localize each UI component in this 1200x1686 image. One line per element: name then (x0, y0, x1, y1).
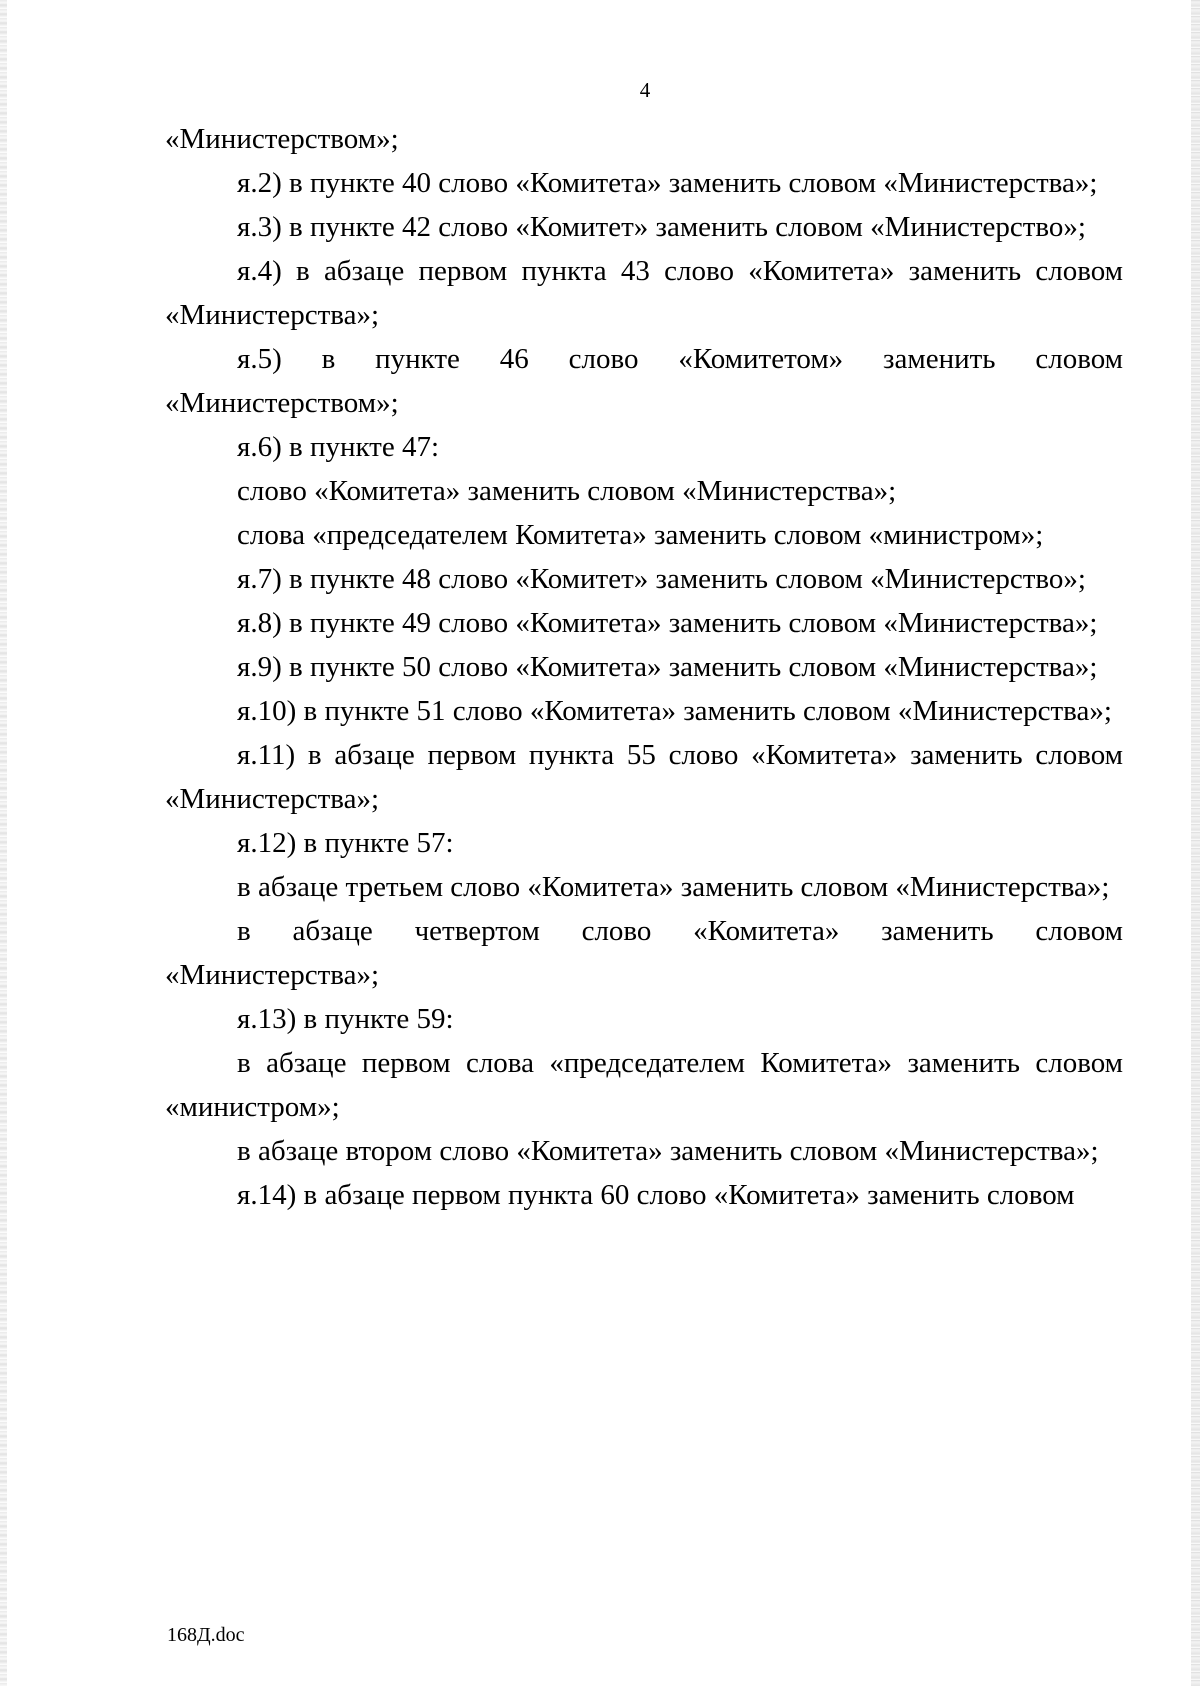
paragraph: я.6) в пункте 47: (237, 431, 440, 463)
paragraph: я.2) в пункте 40 слово «Комитета» заменить словом «Министерства»; (237, 167, 1098, 199)
document-body (165, 117, 1123, 1217)
scan-edge-right (1191, 0, 1200, 1686)
paragraph: я.12) в пункте 57: (237, 827, 454, 859)
paragraph: я.11) в абзаце первом пункта 55 слово «Комитета» заменить словом «Министерства»; (165, 739, 1123, 815)
paragraph: я.5) в пункте 46 слово «Комитетом» заменить словом «Министерством»; (165, 343, 1123, 419)
paragraph: я.3) в пункте 42 слово «Комитет» заменить словом «Министерство»; (237, 211, 1086, 243)
paragraph: я.9) в пункте 50 слово «Комитета» заменить словом «Министерства»; (237, 651, 1098, 683)
paragraph: в абзаце четвертом слово «Комитета» заменить словом «Министерства»; (165, 915, 1123, 991)
footer-filename: 168Д.doc (167, 1624, 245, 1646)
paragraph: в абзаце первом слова «председателем Комитета» заменить словом «министром»; (165, 1047, 1123, 1123)
paragraph: слово «Комитета» заменить словом «Министерства»; (237, 475, 897, 507)
page-number: 4 (639, 78, 651, 102)
paragraph: я.8) в пункте 49 слово «Комитета» заменить словом «Министерства»; (237, 607, 1098, 639)
paragraph: слова «председателем Комитета» заменить словом «министром»; (237, 519, 1044, 551)
paragraph: я.7) в пункте 48 слово «Комитет» заменить словом «Министерство»; (237, 563, 1086, 595)
paragraph: я.10) в пункте 51 слово «Комитета» заменить словом «Министерства»; (237, 695, 1112, 727)
paragraph: я.14) в абзаце первом пункта 60 слово «Комитета» заменить словом (237, 1179, 1075, 1211)
scan-edge-left (0, 0, 7, 1686)
paragraph: в абзаце втором слово «Комитета» заменить словом «Министерства»; (237, 1135, 1099, 1167)
paragraph: «Министерством»; (165, 123, 399, 155)
paragraph: я.4) в абзаце первом пункта 43 слово «Комитета» заменить словом «Министерства»; (165, 255, 1123, 331)
paragraph: в абзаце третьем слово «Комитета» заменить словом «Министерства»; (237, 871, 1110, 903)
paragraph: я.13) в пункте 59: (237, 1003, 454, 1035)
